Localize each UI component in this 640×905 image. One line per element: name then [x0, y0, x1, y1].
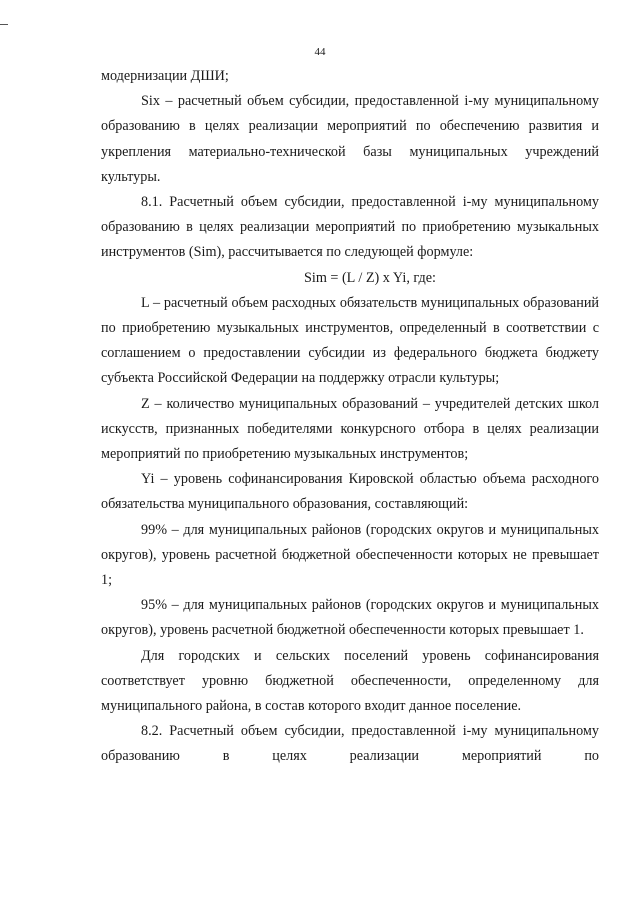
document-body — [101, 64, 599, 770]
paragraph-8-1: 8.1. Расчетный объем субсидии, предоставленной i-му муниципальному образованию в целях реализации мероприятий по приобретению музыкальных инструментов (Sim), рассчитывается по следующей формуле: — [101, 194, 599, 261]
paragraph-95-percent: 95% – для муниципальных районов (городских округов и муниципальных округов), уровень расчетной бюджетной обеспеченности которых превышает 1. — [101, 597, 599, 639]
page-number: 44 — [314, 46, 326, 58]
paragraph-l-definition: L – расчетный объем расходных обязательств муниципальных образований по приобретению музыкальных инструментов, определенный в соответствии с соглашением о предоставлении субсидии из федерального бюджета бюджету субъекта Российской Федерации на поддержку отрасли культуры; — [101, 294, 599, 387]
scan-edge-mark — [0, 24, 8, 25]
paragraph-99-percent: 99% – для муниципальных районов (городских округов и муниципальных округов), уровень расчетной бюджетной обеспеченности которых не превышает 1; — [101, 521, 599, 589]
paragraph-continuation: модернизации ДШИ; — [101, 68, 229, 84]
paragraph-8-2: 8.2. Расчетный объем субсидии, предоставленной i-му муниципальному образованию в целях реализации мероприятий по — [101, 723, 599, 765]
formula-sim: Sim = (L / Z) x Yi, где: — [304, 269, 436, 286]
paragraph-six-definition: Six – расчетный объем субсидии, предоставленной i-му муниципальному образованию в целях реализации мероприятий по обеспечению развития и укрепления материально-технической базы муниципальных учреждений культуры. — [101, 93, 599, 185]
paragraph-yi-definition: Yi – уровень софинансирования Кировской областью объема расходного обязательства муниципального образования, составляющий: — [101, 471, 599, 513]
paragraph-z-definition: Z – количество муниципальных образований – учредителей детских школ искусств, признанных победителями конкурсного отбора в целях реализации мероприятий по приобретению музыкальных инструментов; — [101, 395, 599, 463]
paragraph-settlements: Для городских и сельских поселений уровень софинансирования соответствует уровню бюджетной обеспеченности, определенному для муниципального района, в состав которого входит данное поселение. — [101, 647, 599, 715]
